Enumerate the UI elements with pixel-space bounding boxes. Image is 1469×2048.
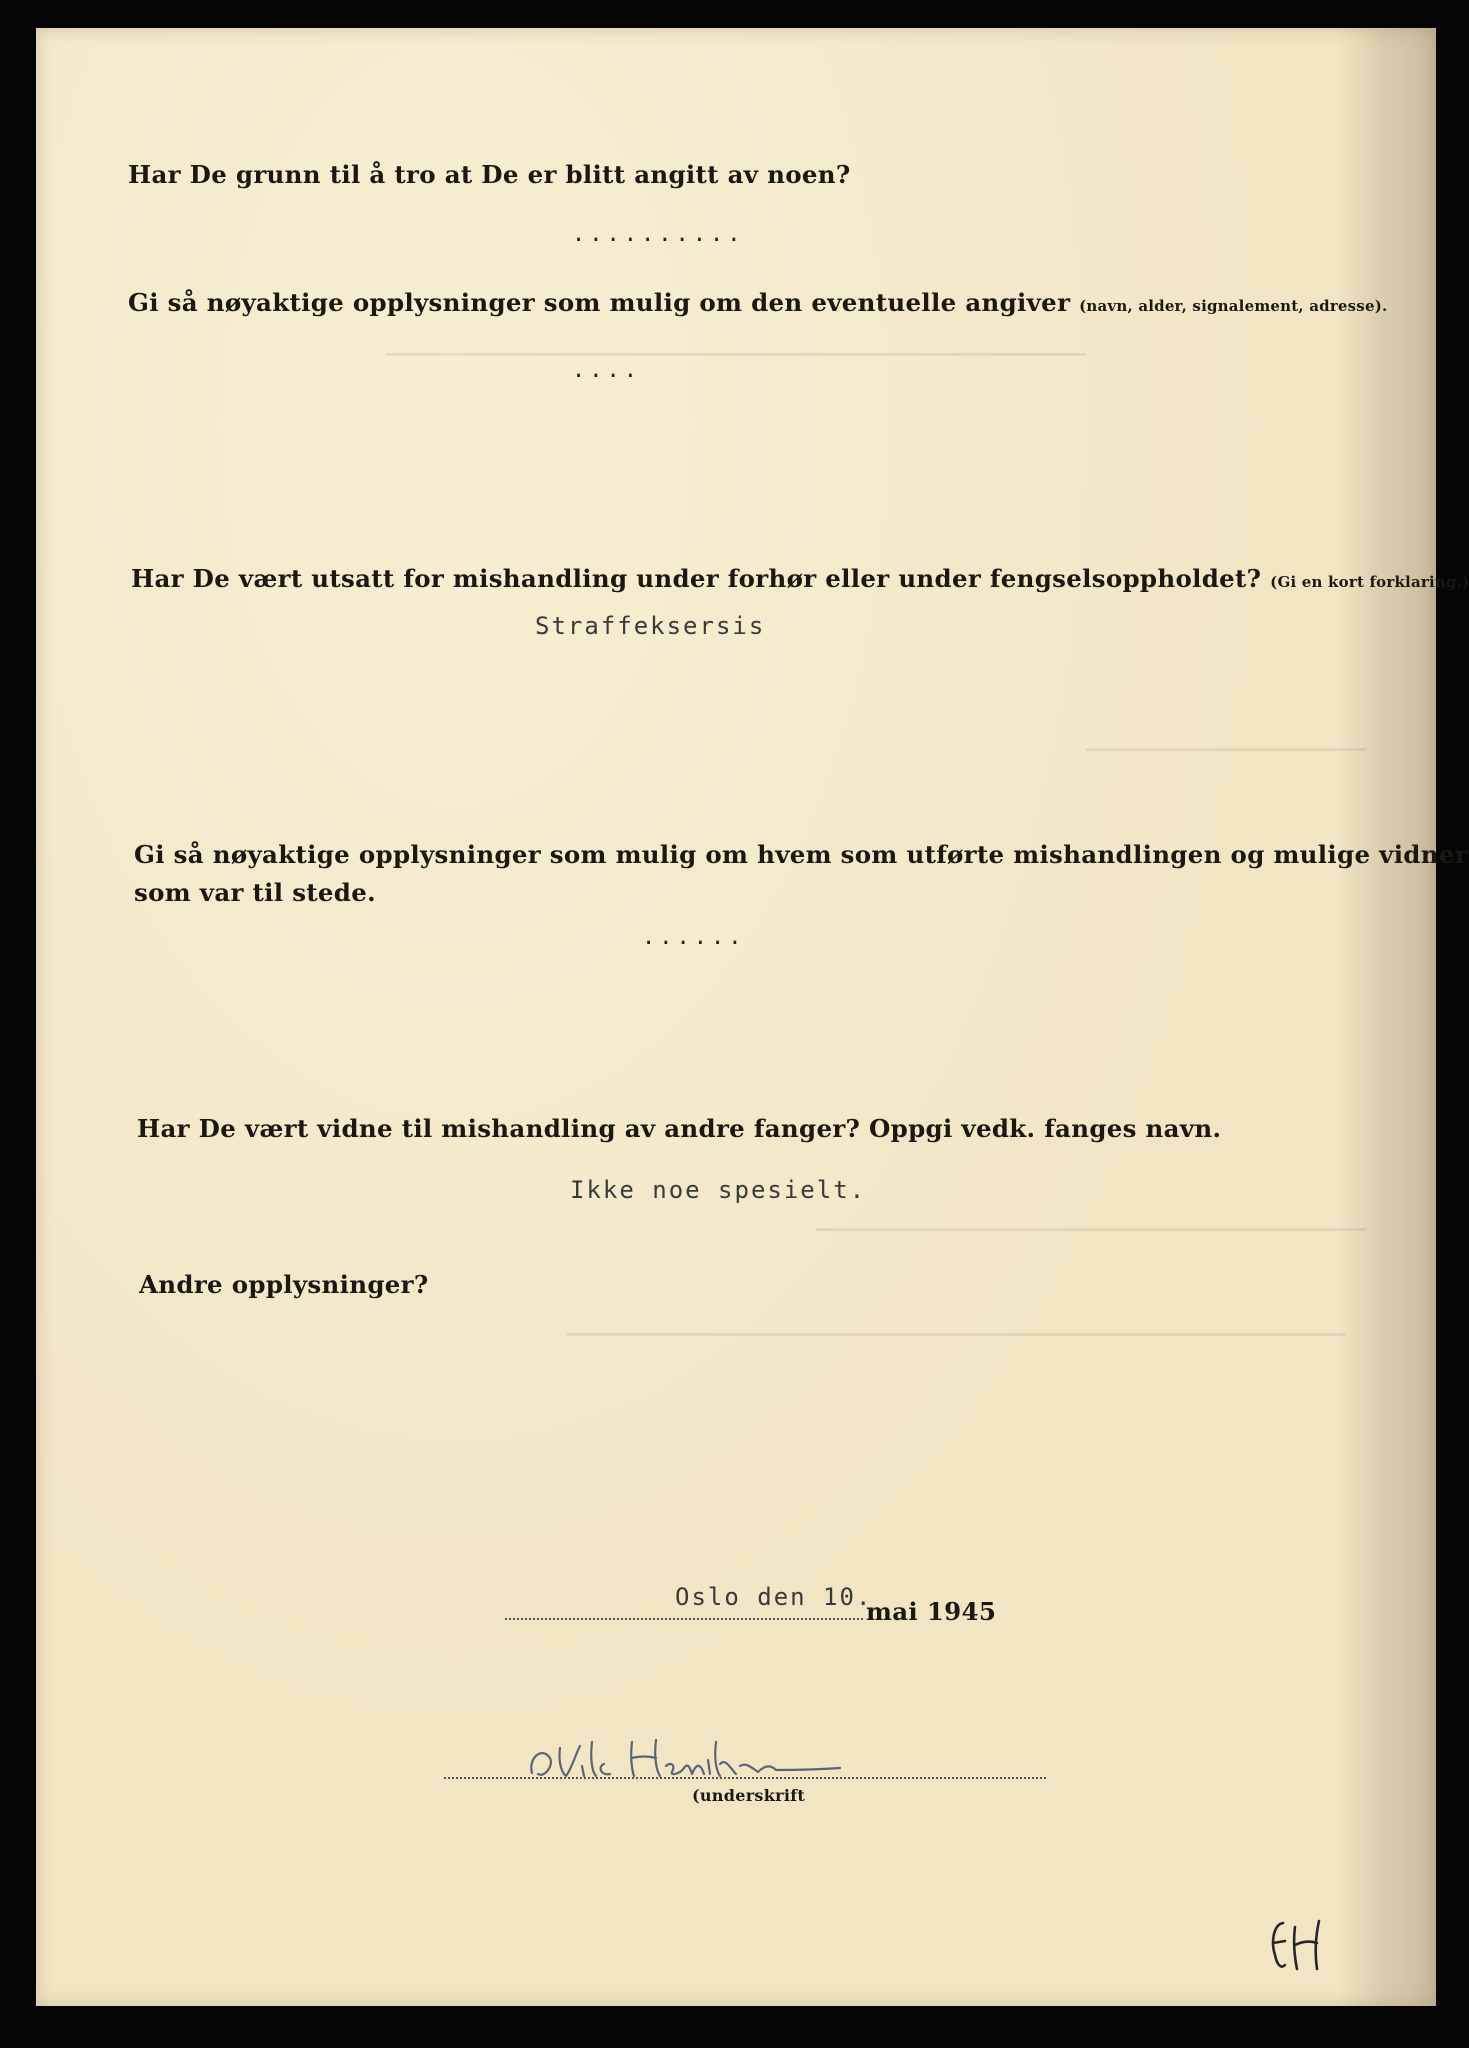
signature <box>520 1728 850 1788</box>
signature-dotted-line <box>444 1777 1046 1779</box>
bleed-through-mark <box>816 1228 1366 1231</box>
answer-mistreatment: Straffeksersis <box>535 612 766 640</box>
question-mistreatment-note: (Gi en kort forklaring.) <box>1270 573 1469 591</box>
date-dotted-line <box>505 1618 863 1620</box>
bleed-through-mark <box>566 1333 1346 1336</box>
question-perpetrators-line1: Gi så nøyaktige opplysninger som mulig om hvem som utførte mishandlingen og mulige vidner <box>134 840 1468 869</box>
date-month-year: mai 1945 <box>866 1597 997 1626</box>
handwritten-initials <box>1265 1915 1335 1975</box>
answer-perpetrators: ...... <box>642 925 746 950</box>
question-perpetrators-line2: som var til stede. <box>134 878 376 907</box>
question-mistreatment <box>131 564 1469 593</box>
signature-handwriting <box>520 1728 850 1788</box>
question-informant-main: Gi så nøyaktige opplysninger som mulig om den eventuelle angiver <box>128 288 1071 317</box>
question-denounced: Har De grunn til å tro at De er blitt angitt av noen? <box>128 160 851 189</box>
answer-denounced: .......... <box>572 222 745 247</box>
question-other-info: Andre opplysninger? <box>139 1270 429 1299</box>
question-informant-note: (navn, alder, signalement, adresse). <box>1079 297 1388 315</box>
answer-informant-details: .... <box>572 358 641 383</box>
question-mistreatment-main: Har De vært utsatt for mishandling under forhør eller under fengselsoppholdet? <box>131 564 1262 593</box>
date-place-typed: Oslo den 10. <box>675 1583 873 1611</box>
bleed-through-mark <box>386 353 1086 356</box>
answer-witness: Ikke noe spesielt. <box>570 1176 867 1204</box>
bleed-through-mark <box>1086 748 1366 751</box>
document-page <box>36 28 1436 2006</box>
signature-caption: (underskrift <box>692 1786 806 1805</box>
question-informant-details <box>128 288 1387 317</box>
question-witness: Har De vært vidne til mishandling av andre fanger? Oppgi vedk. fanges navn. <box>137 1114 1222 1143</box>
initials-handwriting <box>1265 1915 1335 1975</box>
